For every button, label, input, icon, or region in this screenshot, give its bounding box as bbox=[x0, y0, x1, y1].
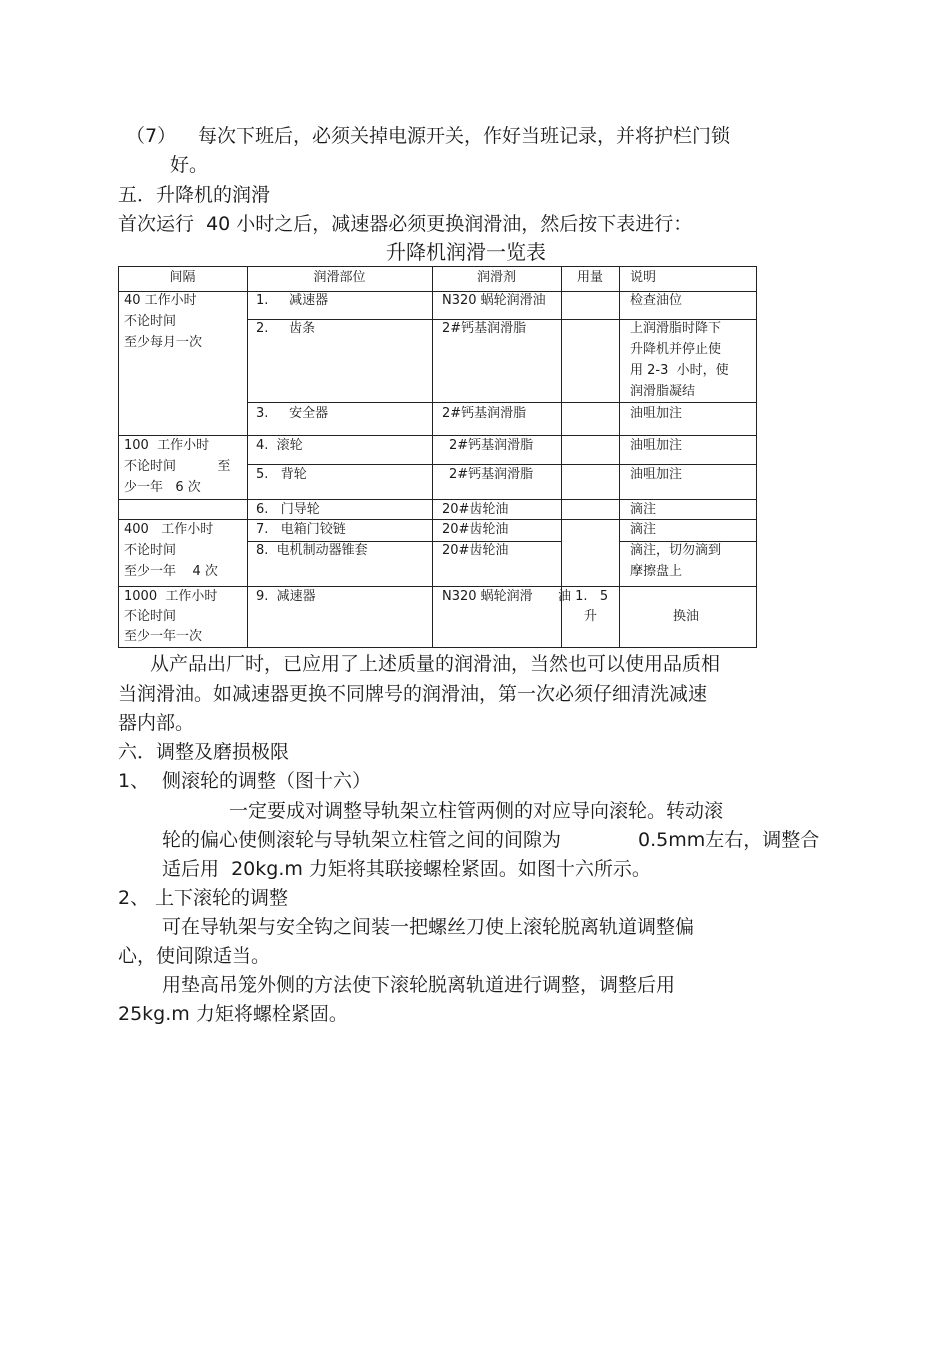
amount-cell: 油 1. 5 bbox=[558, 589, 609, 604]
header-interval: 间隔 bbox=[169, 270, 196, 285]
paragraph-line: 当润滑油。如减速器更换不同牌号的润滑油，第一次必须仔细清洗减速 bbox=[118, 683, 708, 705]
note-cell: 摩擦盘上 bbox=[630, 564, 683, 579]
lubricant-cell: 2#钙基润滑脂 bbox=[449, 467, 534, 482]
amount-cell: 升 bbox=[584, 609, 598, 624]
note-cell: 油咀加注 bbox=[630, 467, 683, 482]
paragraph-line: 器内部。 bbox=[118, 712, 195, 734]
header-part: 润滑部位 bbox=[313, 270, 366, 285]
section5-intro: 首次运行 40 小时之后，减速器必须更换润滑油，然后按下表进行： bbox=[118, 213, 693, 235]
section5-heading: 五．升降机的润滑 bbox=[118, 184, 271, 206]
interval-cell: 100 工作小时 bbox=[124, 438, 210, 453]
paragraph-line: 轮的偏心使侧滚轮与导轨架立柱管之间的间隙为 bbox=[162, 829, 562, 851]
part-cell: 3. 安全器 bbox=[256, 406, 329, 421]
lubrication-table bbox=[118, 266, 757, 648]
table-title: 升降机润滑一览表 bbox=[386, 240, 546, 264]
lubricant-cell: 20#齿轮油 bbox=[442, 522, 509, 537]
part-cell: 9. 减速器 bbox=[256, 589, 316, 604]
part-cell: 6. 门导轮 bbox=[256, 502, 320, 517]
interval-cell: 至少每月一次 bbox=[124, 335, 203, 350]
note-cell: 换油 bbox=[673, 609, 700, 624]
note-cell: 润滑脂凝结 bbox=[630, 384, 696, 399]
lubricant-cell: 20#齿轮油 bbox=[442, 502, 509, 517]
note-cell: 用 2-3 小时，使 bbox=[630, 363, 729, 378]
note-cell: 油咀加注 bbox=[630, 406, 683, 421]
subsection1-title: 侧滚轮的调整（图十六） bbox=[162, 770, 372, 792]
interval-cell: 400 工作小时 bbox=[124, 522, 214, 537]
part-cell: 4. 滚轮 bbox=[256, 438, 303, 453]
note-cell: 检查油位 bbox=[630, 293, 683, 308]
paragraph-line: 0.5mm左右，调整合 bbox=[638, 829, 820, 851]
interval-cell: 少一年 6 次 bbox=[124, 480, 201, 495]
paragraph-line: 从产品出厂时，已应用了上述质量的润滑油，当然也可以使用品质相 bbox=[150, 653, 721, 675]
interval-cell: 至少一年 4 次 bbox=[124, 564, 218, 579]
interval-cell: 至少一年一次 bbox=[124, 629, 203, 644]
interval-cell: 1000 工作小时 bbox=[124, 589, 218, 604]
part-cell: 8. 电机制动器锥套 bbox=[256, 543, 368, 558]
item7-text-line1: 每次下班后，必须关掉电源开关，作好当班记录，并将护栏门锁 bbox=[198, 125, 731, 147]
note-cell: 油咀加注 bbox=[630, 438, 683, 453]
paragraph-line: 一定要成对调整导轨架立柱管两侧的对应导向滚轮。转动滚 bbox=[229, 800, 724, 822]
header-lubricant: 润滑剂 bbox=[476, 270, 516, 285]
interval-cell: 不论时间 bbox=[124, 609, 177, 624]
part-cell: 7. 电箱门铰链 bbox=[256, 522, 346, 537]
paragraph-line: 适后用 20kg.m 力矩将其联接螺栓紧固。如图十六所示。 bbox=[162, 858, 651, 880]
paragraph-line: 心，使间隙适当。 bbox=[118, 945, 271, 967]
note-cell: 滴注 bbox=[630, 502, 657, 517]
lubricant-cell: 2#钙基润滑脂 bbox=[449, 438, 534, 453]
part-cell: 2. 齿条 bbox=[256, 321, 316, 336]
header-amount: 用量 bbox=[576, 270, 603, 285]
subsection2-title: 上下滚轮的调整 bbox=[155, 887, 289, 909]
lubricant-cell: 2#钙基润滑脂 bbox=[442, 321, 527, 336]
paragraph-line: 25kg.m 力矩将螺栓紧固。 bbox=[118, 1003, 348, 1025]
lubricant-cell: 20#齿轮油 bbox=[442, 543, 509, 558]
lubricant-cell: 2#钙基润滑脂 bbox=[442, 406, 527, 421]
section6-heading: 六．调整及磨损极限 bbox=[118, 741, 290, 763]
note-cell: 升降机并停止使 bbox=[630, 342, 722, 357]
lubricant-cell: N320 蜗轮润滑 bbox=[442, 589, 533, 604]
interval-cell: 不论时间 bbox=[124, 543, 177, 558]
part-cell: 5. 背轮 bbox=[256, 467, 307, 482]
item7-number: （7） bbox=[126, 125, 177, 147]
part-cell: 1. 减速器 bbox=[256, 293, 329, 308]
interval-cell: 40 工作小时 bbox=[124, 293, 197, 308]
paragraph-line: 用垫高吊笼外侧的方法使下滚轮脱离轨道进行调整，调整后用 bbox=[162, 974, 676, 996]
subsection1-number: 1、 bbox=[118, 770, 150, 792]
interval-cell: 不论时间 bbox=[124, 314, 177, 329]
note-cell: 滴注，切勿滴到 bbox=[630, 543, 722, 558]
header-note: 说明 bbox=[630, 270, 657, 285]
paragraph-line: 可在导轨架与安全钩之间装一把螺丝刀使上滚轮脱离轨道调整偏 bbox=[162, 916, 695, 938]
interval-cell: 不论时间 至 bbox=[124, 459, 231, 474]
lubricant-cell: N320 蜗轮润滑油 bbox=[442, 293, 546, 308]
item7-text-line2: 好。 bbox=[170, 154, 209, 176]
note-cell: 上润滑脂时降下 bbox=[630, 321, 722, 336]
subsection2-number: 2、 bbox=[118, 887, 150, 909]
note-cell: 滴注 bbox=[630, 522, 657, 537]
